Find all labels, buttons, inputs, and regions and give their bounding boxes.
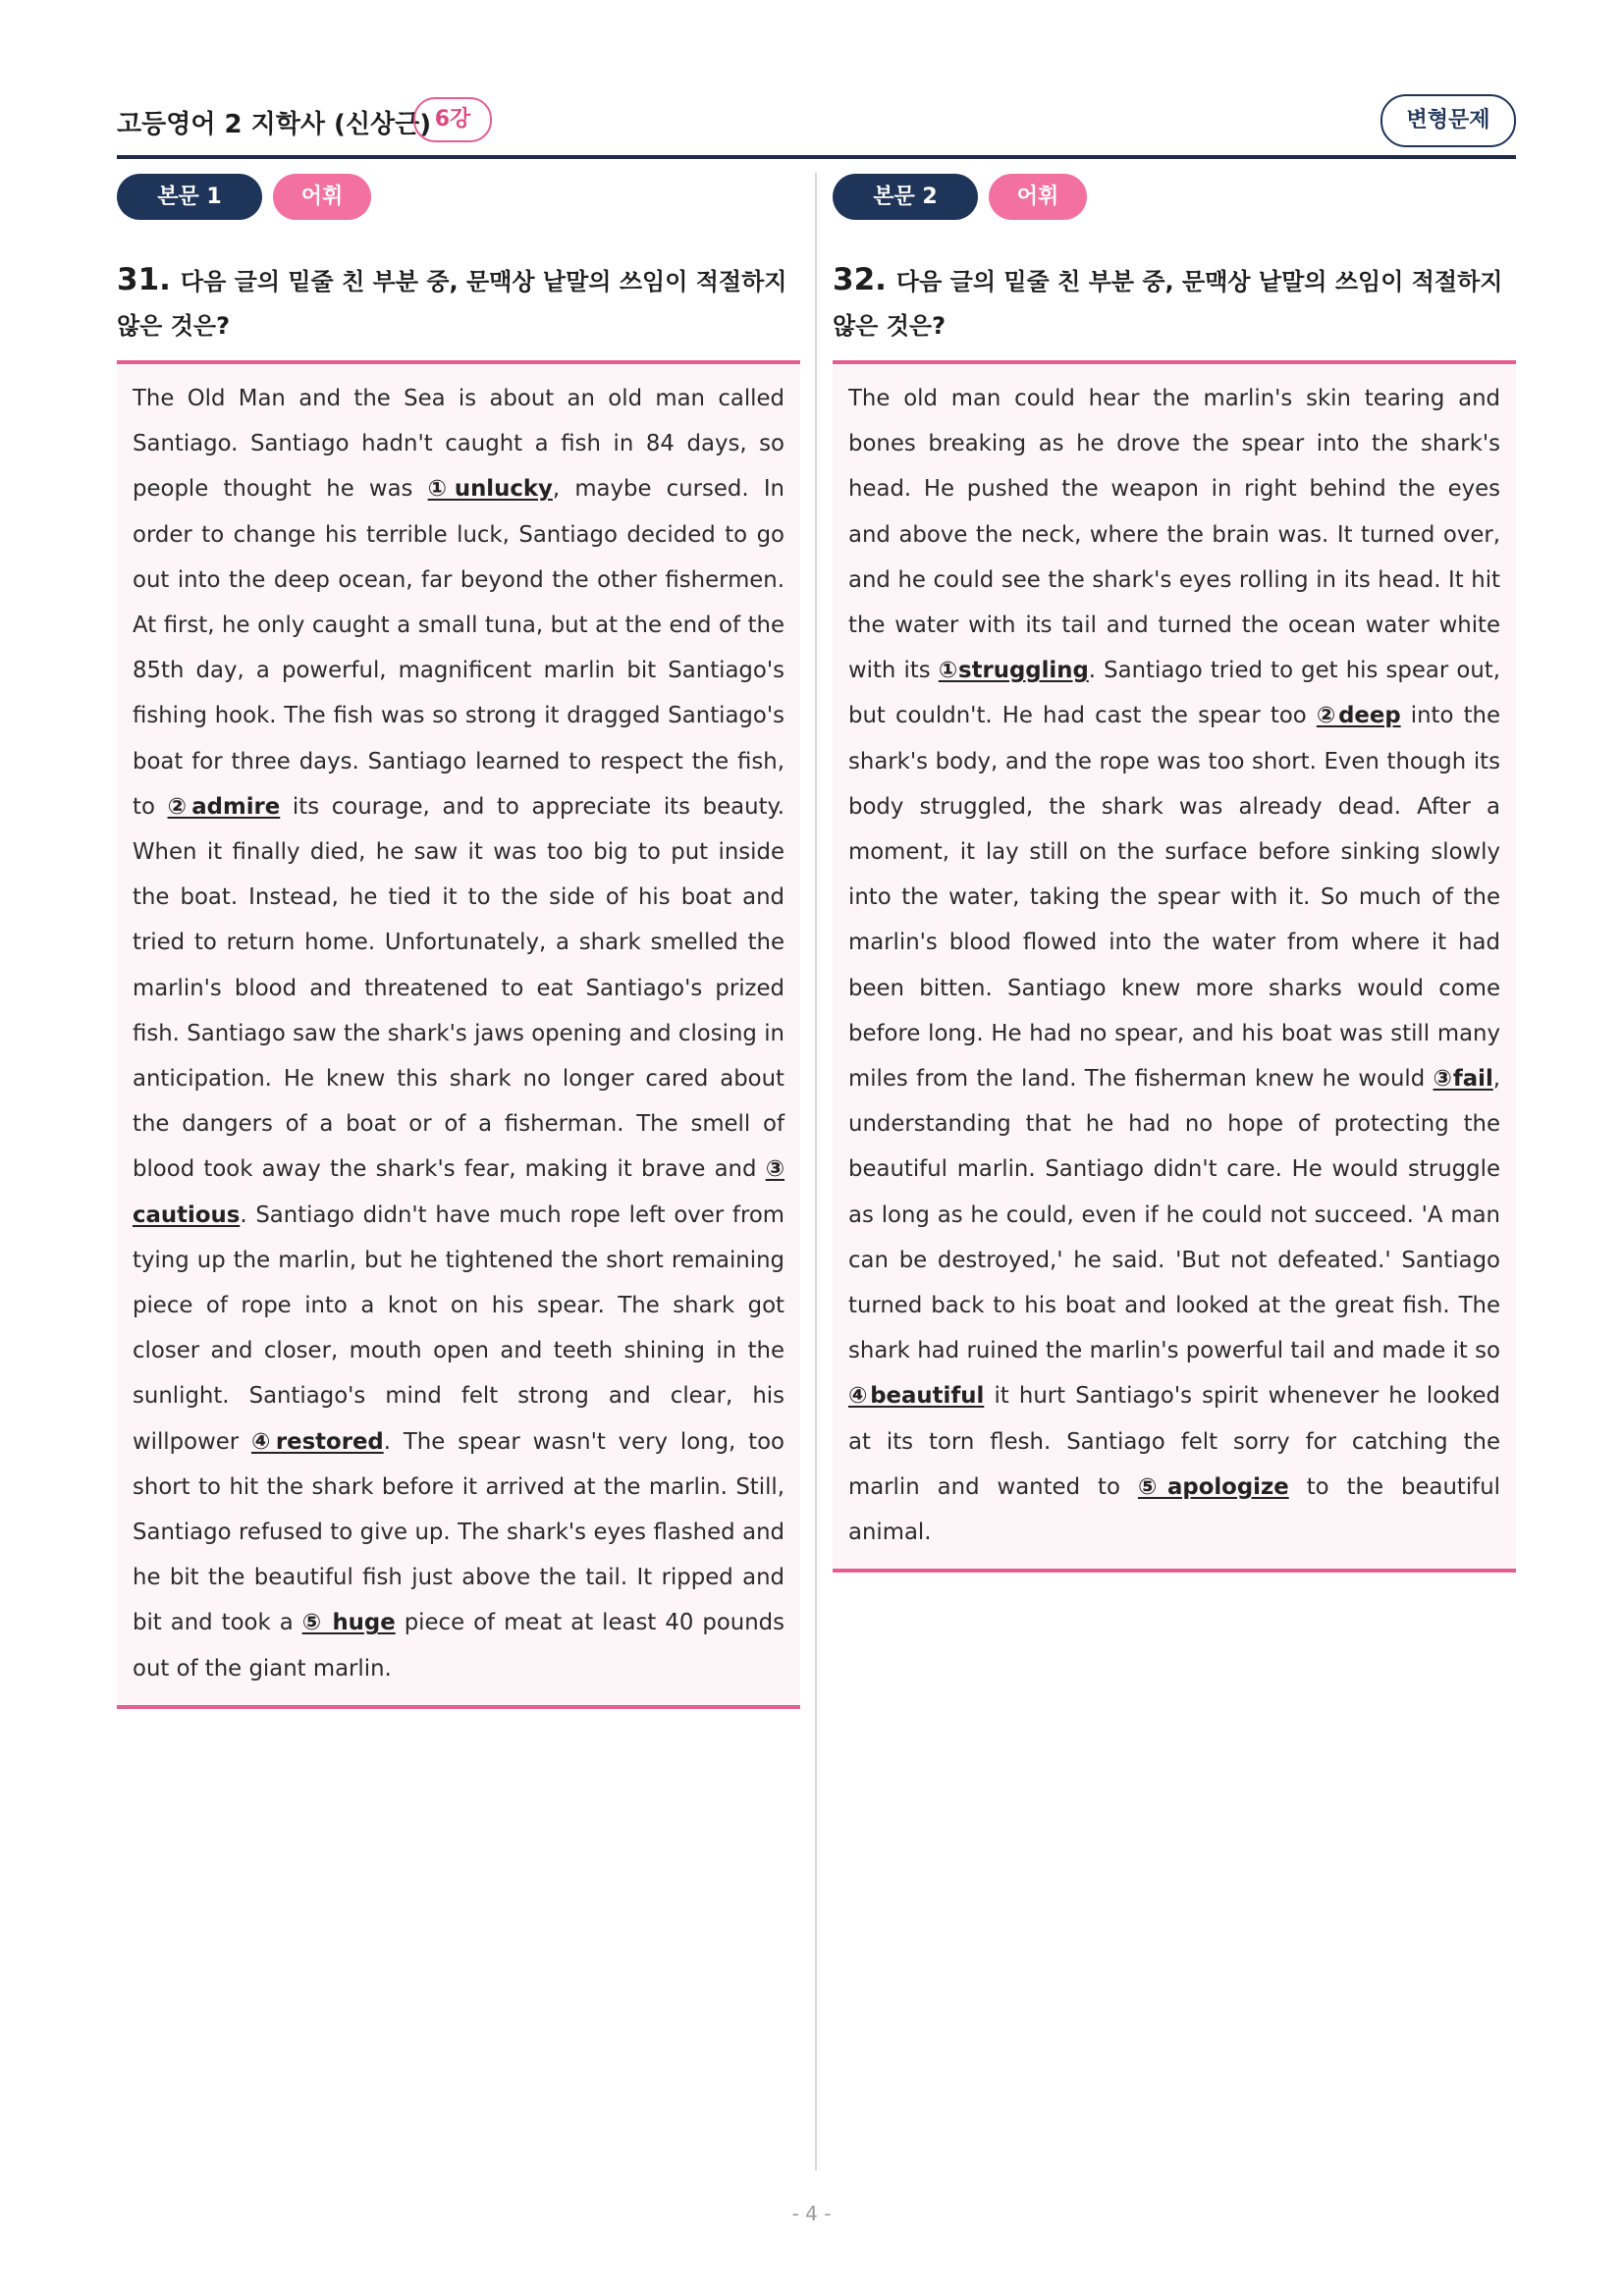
question-prompt <box>833 258 1516 348</box>
passage-segment: its courage, and to appreciate its beauty. When it finally died, he saw it was too big to put inside the boat. Instead, he tied it to the side of his boat and tried to return home. Unfortunately, a shark smelled the marlin's blood and threatened to eat Santiago's prized fish. Santiago saw the shark's jaws opening and closing in anticipation. He knew this shark no longer cared about the dangers of a boat or of a fisherman. The smell of blood took away the shark's fear, making it brave and <box>133 793 784 1183</box>
header-divider <box>117 155 1516 159</box>
vocabulary-tag: 어휘 <box>989 174 1087 220</box>
passage-text <box>848 376 1500 1555</box>
passage-segment: The Old Man and the Sea is about an old man called Santiago. Santiago hadn't caught a fish in 84 days, so people thought he was <box>133 386 784 503</box>
underlined-answer-choice: ⑤apologize <box>1137 1473 1289 1500</box>
page-number: - 4 - <box>791 2202 832 2225</box>
passage-segment: , understanding that he had no hope of protecting the beautiful marlin. Santiago didn't care. He would struggle as long as he could, even if he could not succeed. 'A man can be destroyed,' he said. 'But not defeated.' Santiago turned back to his boat and looked at the great fish. The shark had ruined the marlin's powerful tail and made it so <box>848 1066 1501 1364</box>
vocabulary-tag: 어휘 <box>273 174 371 220</box>
tag-row <box>833 174 1516 221</box>
underlined-answer-choice: ①struggling <box>938 658 1089 684</box>
passage-box <box>833 360 1516 1573</box>
passage-tag: 본문 1 <box>117 174 262 220</box>
underlined-answer-choice: ③fail <box>1433 1066 1493 1093</box>
passage-segment: it hurt Santiago's spirit whenever he looked at its torn flesh. Santiago felt sorry for catching the marlin and wanted to <box>848 1383 1501 1500</box>
question-prompt <box>117 258 800 348</box>
question-text: 다음 글의 밑줄 친 부분 중, 문맥상 낱말의 쓰임이 적절하지 않은 것은? <box>833 268 1503 340</box>
question-column-2 <box>833 174 1516 1573</box>
page-header <box>117 92 1516 159</box>
underlined-answer-choice: ④beautiful <box>848 1383 985 1410</box>
passage-segment: . Santiago tried to get his spear out, but couldn't. He had cast the spear too <box>848 658 1500 729</box>
question-column-1 <box>117 174 800 1709</box>
question-text: 다음 글의 밑줄 친 부분 중, 문맥상 낱말의 쓰임이 적절하지 않은 것은? <box>117 268 787 340</box>
passage-segment: piece of meat at least 40 pounds out of the giant marlin. <box>133 1610 785 1682</box>
question-number: 32. <box>833 262 887 297</box>
question-number: 31. <box>117 262 171 297</box>
passage-box <box>117 360 800 1709</box>
passage-segment: , maybe cursed. In order to change his terrible luck, Santiago decided to go out into the deep ocean, far beyond the other fishermen. At first, he only caught a small tuna, but at the end of the 85th day, a powerful, magnificent marlin bit Santiago's fishing hook. The fish was so strong it dragged Santiago's boat for three days. Santiago learned to respect the fish, to <box>133 476 784 820</box>
problem-type-badge: 변형문제 <box>1380 94 1516 147</box>
passage-segment: . The spear wasn't very long, too short to hit the shark before it arrived at the marlin. Still, Santiago refused to give up. The shark's eyes flashed and he bit the beautiful fish just above the tail. It ripped and bit and took a <box>133 1428 784 1636</box>
passage-segment: into the shark's body, and the rope was too short. Even though its body struggled, the shark was already dead. After a moment, it lay still on the surface before sinking slowly into the water, taking the spear with it. So much of the marlin's blood flowed into the water from where it had been bitten. Santiago knew more sharks would come before long. He had no spear, and his boat was still many miles from the land. The fisherman knew he would <box>848 703 1500 1093</box>
underlined-answer-choice: ①unlucky <box>427 476 553 503</box>
passage-segment: . Santiago didn't have much rope left over from tying up the marlin, but he tightened the short remaining piece of rope into a knot on his spear. The shark got closer and closer, mouth open and teeth shining in the sunlight. Santiago's mind felt strong and clear, his willpower <box>133 1201 784 1455</box>
underlined-answer-choice: ④restored <box>250 1428 384 1455</box>
underlined-answer-choice: ②deep <box>1316 703 1401 729</box>
passage-text <box>133 376 784 1691</box>
underlined-answer-choice: ⑤ huge <box>301 1610 396 1636</box>
lesson-badge: 6강 <box>413 97 492 142</box>
tag-row <box>117 174 800 221</box>
passage-segment: The old man could hear the marlin's skin tearing and bones breaking as he drove the spear into the shark's head. He pushed the weapon in right behind the eyes and above the neck, where the brain was. It turned over, and he could see the shark's eyes rolling in its head. It hit the water with its tail and turned the ocean water white with its <box>848 386 1500 684</box>
passage-segment: to the beautiful animal. <box>848 1473 1500 1546</box>
column-divider <box>815 173 817 2170</box>
underlined-answer-choice: ②admire <box>167 793 281 820</box>
passage-tag: 본문 2 <box>833 174 978 220</box>
document-title: 고등영어 2 지학사 (신상근) <box>117 110 432 139</box>
underlined-answer-choice: ③ cautious <box>133 1156 784 1228</box>
